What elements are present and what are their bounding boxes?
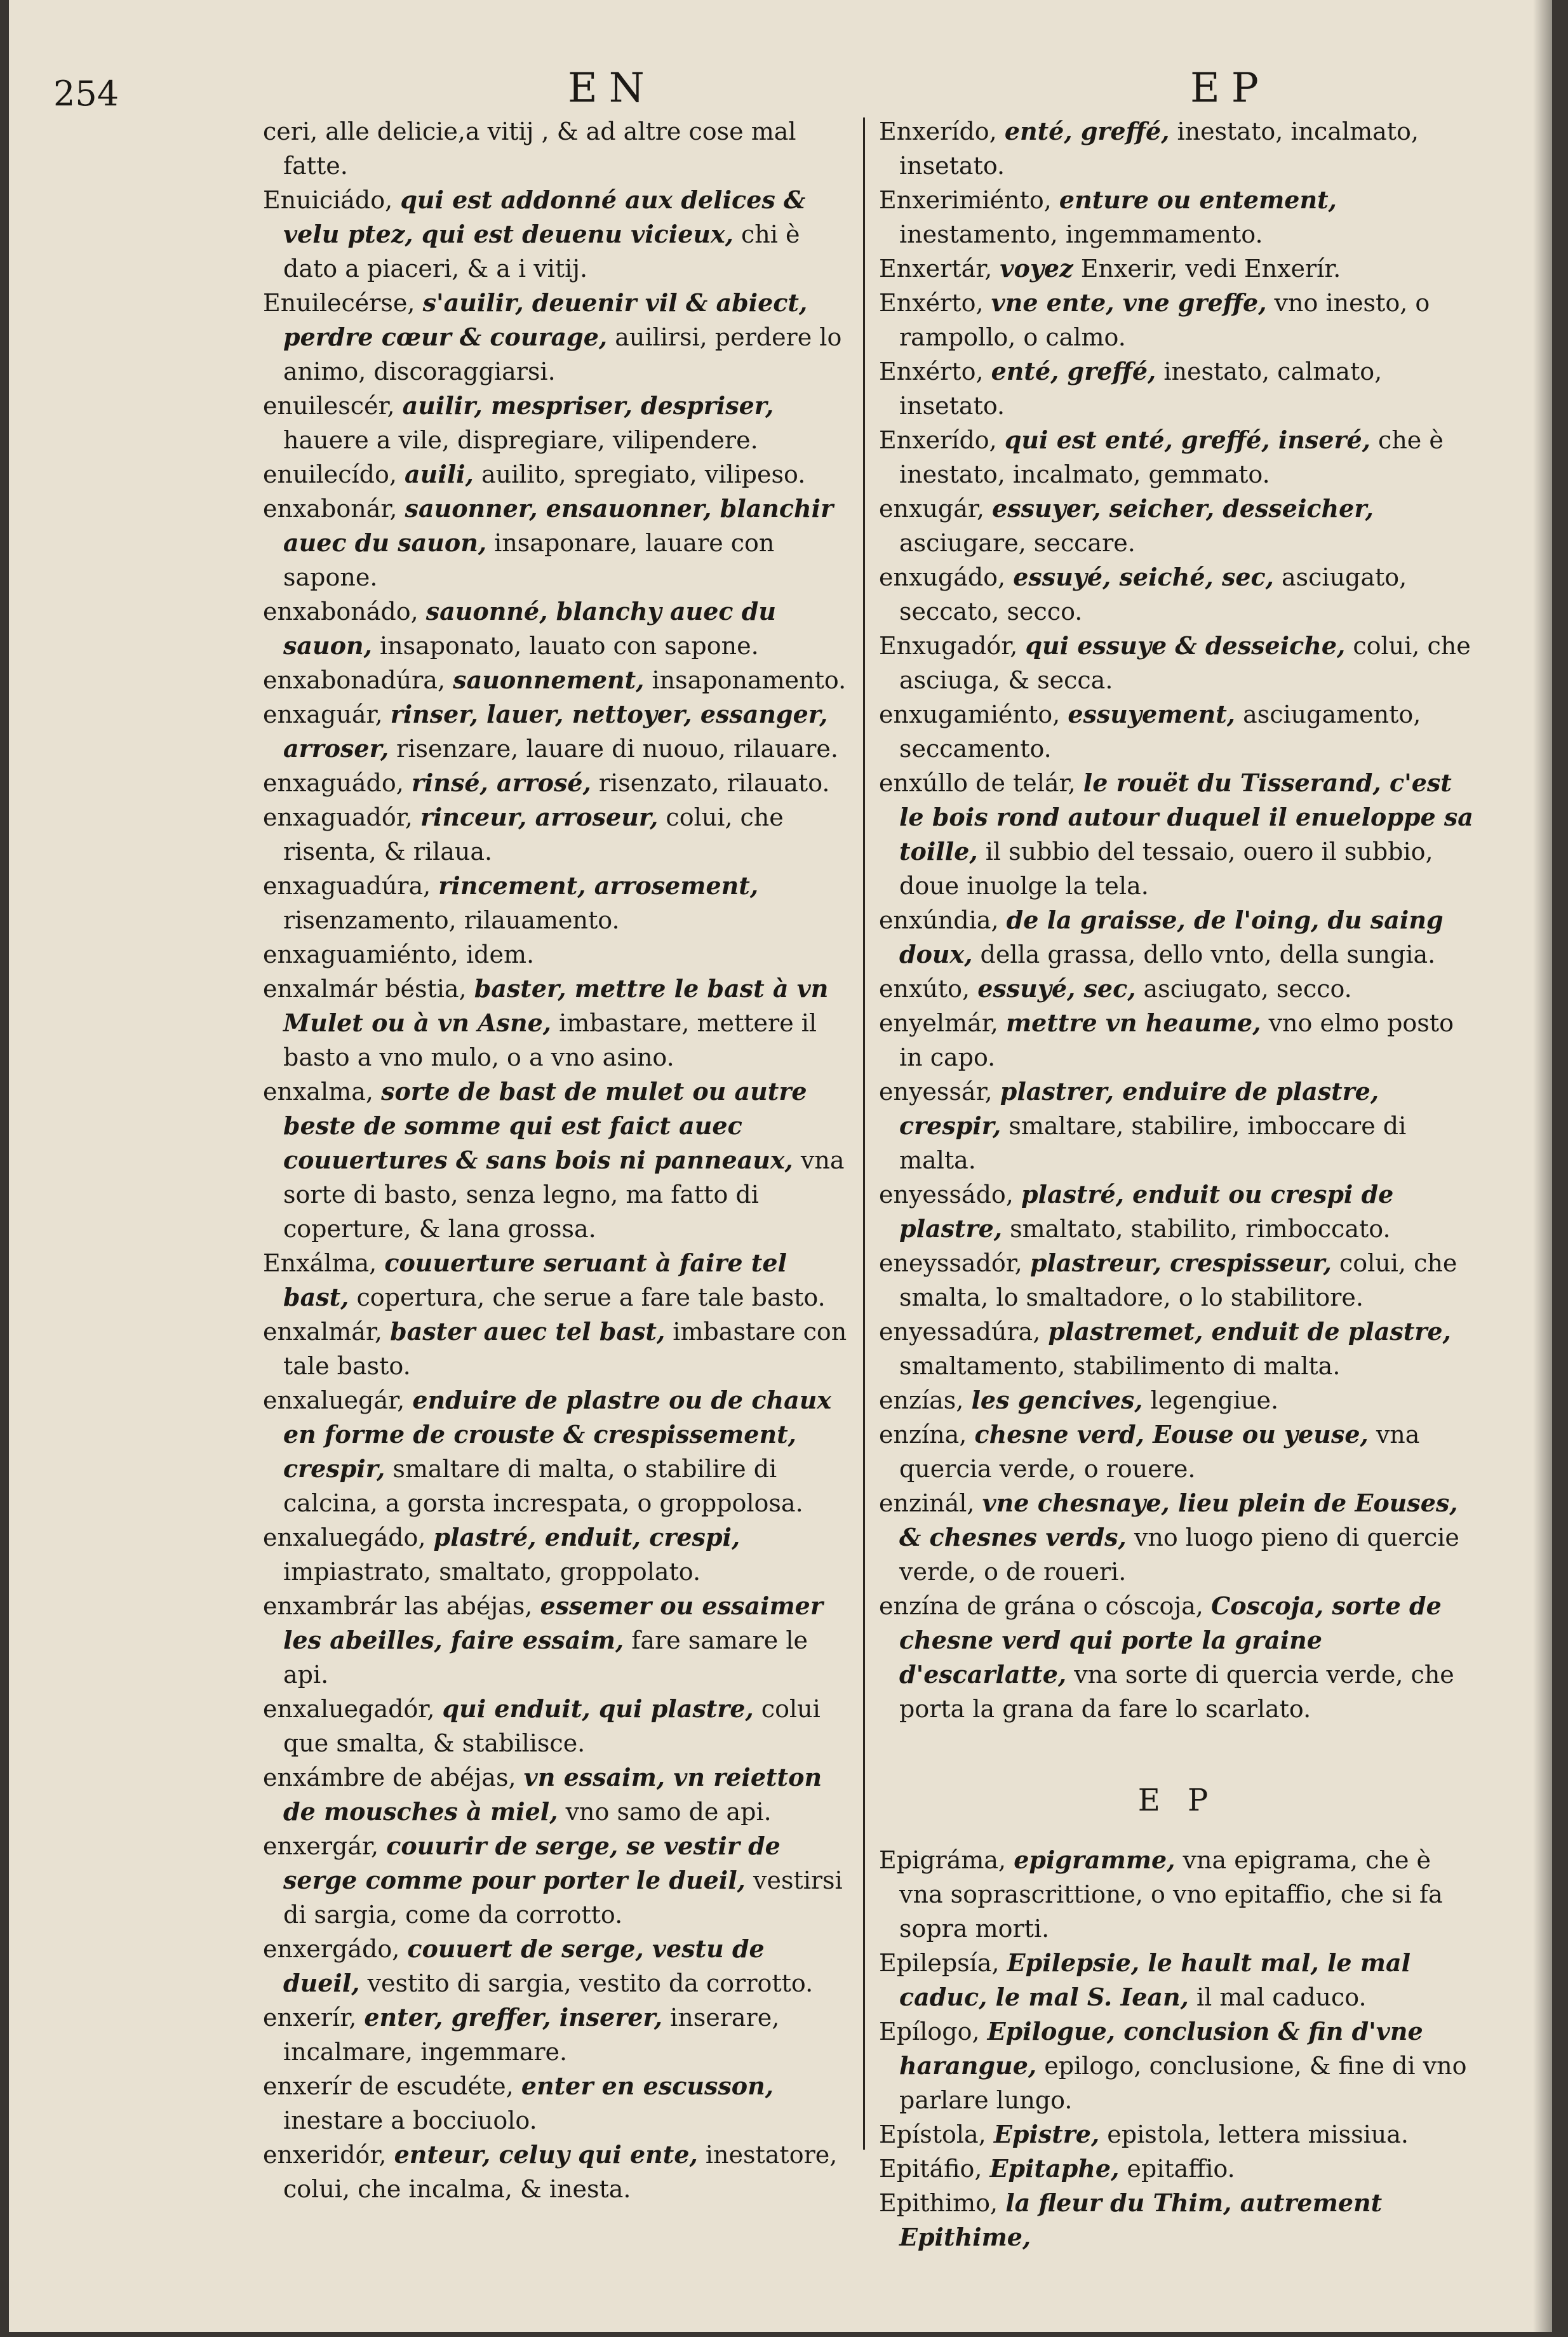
french-gloss: Epilepsie, le hault mal, le mal caduc, le mal S. Iean,	[899, 1948, 1411, 2011]
french-gloss: vn essaim, vn reietton de mousches à miel,	[283, 1763, 822, 1826]
dictionary-entry	[879, 1315, 1476, 1383]
dictionary-entry	[879, 1246, 1476, 1315]
headword: enxabonár,	[263, 495, 398, 523]
dictionary-entry	[879, 766, 1476, 903]
italian-gloss: risenzamento, rilauamento.	[283, 906, 620, 934]
dictionary-entry	[263, 1760, 847, 1829]
french-gloss: enteur, celuy qui ente,	[394, 2140, 698, 2169]
french-gloss: Epistre,	[993, 2120, 1100, 2148]
dictionary-entry	[879, 1589, 1476, 1726]
french-gloss: baster, mettre le bast à vn Mulet ou à vn Asne,	[283, 974, 829, 1037]
french-gloss: epigramme,	[1014, 1845, 1176, 1874]
headword: enxaluegádo,	[263, 1523, 426, 1551]
dictionary-entry	[879, 1417, 1476, 1486]
french-gloss: essuyement,	[1068, 700, 1235, 728]
headword: enxaguár,	[263, 700, 383, 728]
headword: enxúllo de telár,	[879, 769, 1076, 797]
dictionary-entry	[263, 594, 847, 663]
italian-gloss: auilirsi, perdere lo animo, discoraggiarsi.	[283, 323, 842, 385]
french-gloss: plastreur, crespisseur,	[1029, 1249, 1332, 1277]
dictionary-entry	[879, 903, 1476, 972]
right-heading: EP	[1190, 65, 1270, 112]
french-gloss: rinsé, arrosé,	[411, 768, 591, 797]
headword: enxugamiénto,	[879, 700, 1061, 728]
dictionary-entry	[263, 1075, 847, 1246]
headword: enxúto,	[879, 975, 970, 1003]
italian-gloss: il subbio del tessaio, ouero il subbio, doue inuolge la tela.	[899, 838, 1433, 900]
italian-gloss: vna sorte di basto, senza legno, ma fatto di coperture, & lana grossa.	[283, 1146, 845, 1243]
headword: Enxerído,	[879, 426, 997, 454]
headword: enxalmár,	[263, 1318, 382, 1346]
dictionary-entry	[879, 2117, 1476, 2152]
dictionary-entry	[879, 251, 1476, 286]
italian-gloss: che è inestato, incalmato, gemmato.	[899, 426, 1444, 488]
italian-gloss: smaltare di malta, o stabilire di calcina, a gorsta increspata, o groppolosa.	[283, 1455, 803, 1517]
italian-gloss: vno samo de api.	[565, 1798, 772, 1826]
dictionary-entry	[879, 972, 1476, 1006]
italian-gloss: legengiue.	[1150, 1386, 1279, 1414]
headword: enxaguadór,	[263, 803, 413, 831]
right-column	[879, 114, 1476, 2254]
headword: enyessár,	[879, 1078, 993, 1106]
dictionary-entry	[263, 766, 847, 800]
headword: enxeridór,	[263, 2141, 387, 2169]
italian-gloss: imbastare con tale basto.	[283, 1318, 847, 1380]
italian-gloss: vna sorte di quercia verde, che porta la grana da fare lo scarlato.	[899, 1661, 1454, 1723]
headword: enxabonádo,	[263, 598, 419, 626]
italian-gloss: vno luogo pieno di quercie verde, o de roueri.	[899, 1523, 1459, 1586]
headword: Enxérto,	[879, 289, 984, 317]
headword: enxugádo,	[879, 563, 1006, 591]
headword: enxaguadúra,	[263, 872, 431, 900]
italian-gloss: inserare, incalmare, ingemmare.	[283, 2004, 780, 2066]
headword: Enxertár,	[879, 255, 993, 283]
en-entries	[879, 114, 1476, 1726]
headword: enuilecído,	[263, 460, 397, 488]
french-gloss: rinser, lauer, nettoyer, essanger, arroser,	[283, 700, 828, 763]
headword: Epigráma,	[879, 1846, 1007, 1874]
french-gloss: enté, greffé,	[1004, 117, 1170, 145]
headword: enxámbre de abéjas,	[263, 1764, 516, 1791]
dictionary-entry	[879, 423, 1476, 492]
headword: enxaluegadór,	[263, 1695, 435, 1723]
dictionary-entry	[263, 114, 847, 183]
ep-entries	[879, 1843, 1476, 2254]
french-gloss: sauonné, blanchy auec du sauon,	[283, 597, 776, 660]
dictionary-entry	[263, 697, 847, 766]
headword: enxalmár béstia,	[263, 975, 467, 1003]
dictionary-entry	[879, 697, 1476, 766]
dictionary-entry	[879, 560, 1476, 629]
dictionary-entry	[879, 114, 1476, 183]
italian-gloss: inestamento, ingemmamento.	[899, 220, 1263, 248]
dictionary-entry	[879, 629, 1476, 697]
italian-gloss: chi è dato a piaceri, & a i vitij.	[283, 220, 800, 283]
section-title: E P	[1137, 1783, 1217, 1818]
italian-gloss: epilogo, conclusione, & fine di vno parlare lungo.	[899, 2052, 1467, 2114]
italian-gloss: ceri, alle delicie,a vitij , & ad altre cose mal fatte.	[263, 117, 796, 180]
french-gloss: voyez	[1000, 254, 1073, 283]
french-gloss: essemer ou essaimer les abeilles, faire essaim,	[283, 1591, 823, 1654]
headword: enuilescér,	[263, 392, 395, 420]
headword: enxaguádo,	[263, 769, 404, 797]
italian-gloss: insaponare, lauare con sapone.	[283, 529, 775, 591]
dictionary-entry	[263, 492, 847, 594]
dictionary-entry	[263, 1589, 847, 1692]
headword: Enxugadór,	[879, 632, 1018, 660]
dictionary-entry	[879, 183, 1476, 251]
dictionary-entry	[263, 1520, 847, 1589]
dictionary-entry	[879, 1006, 1476, 1075]
headword: Enxérto,	[879, 358, 984, 385]
italian-gloss: inestatore, colui, che incalma, & inesta.	[283, 2141, 838, 2203]
italian-gloss: auilito, spregiato, vilipeso.	[481, 460, 806, 488]
french-gloss: vne ente, vne greffe,	[991, 288, 1267, 317]
french-gloss: essuyé, seiché, sec,	[1013, 563, 1274, 591]
italian-gloss: smaltato, stabilito, rimboccato.	[1010, 1215, 1391, 1243]
italian-gloss: asciugato, seccato, secco.	[899, 563, 1407, 626]
dictionary-entry	[263, 663, 847, 697]
french-gloss: qui est enté, greffé, inseré,	[1004, 425, 1370, 454]
french-gloss: enduire de plastre ou de chaux en forme de crouste & crespissement, crespir,	[283, 1386, 832, 1483]
headword: enxalma,	[263, 1078, 373, 1106]
italian-gloss: asciugato, secco.	[1143, 975, 1352, 1003]
french-gloss: rinceur, arroseur,	[420, 803, 659, 831]
italian-gloss: della grassa, dello vnto, della sungia.	[980, 941, 1436, 968]
running-header	[9, 64, 1552, 114]
italian-gloss: asciugare, seccare.	[899, 529, 1136, 557]
french-gloss: plastrer, enduire de plastre, crespir,	[899, 1077, 1379, 1140]
dictionary-entry	[263, 1383, 847, 1520]
headword: enzína de grána o cóscoja,	[879, 1592, 1203, 1620]
headword: enxugár,	[879, 495, 984, 523]
italian-gloss: vno elmo posto in capo.	[899, 1009, 1454, 1071]
dictionary-entry	[263, 972, 847, 1075]
french-gloss: plastré, enduit ou crespi de plastre,	[899, 1180, 1394, 1243]
headword: enxabonadúra,	[263, 666, 446, 694]
page-number: 254	[53, 74, 119, 114]
italian-gloss: risenzato, rilauato.	[598, 769, 830, 797]
dictionary-entry	[263, 183, 847, 286]
headword: Epilepsía,	[879, 1949, 1000, 1977]
headword: enzinál,	[879, 1489, 975, 1517]
italian-gloss: insaponamento.	[652, 666, 847, 694]
french-gloss: auili,	[405, 460, 474, 488]
french-gloss: essuyé, sec,	[977, 974, 1136, 1003]
french-gloss: enter, greffer, inserer,	[364, 2003, 663, 2032]
french-gloss: sorte de bast de mulet ou autre beste de somme qui est faict auec couuertures & sans bois ni panneaux,	[283, 1077, 807, 1174]
french-gloss: rincement, arrosement,	[438, 871, 759, 900]
french-gloss: auilir, mespriser, despriser,	[402, 391, 774, 420]
italian-gloss: risenzare, lauare di nuouo, rilauare.	[396, 735, 838, 763]
italian-gloss: smaltare, stabilire, imboccare di malta.	[899, 1112, 1407, 1174]
french-gloss: qui essuye & desseiche,	[1025, 631, 1346, 660]
column-divider	[863, 117, 865, 2150]
italian-gloss: colui, che risenta, & rilaua.	[283, 803, 784, 866]
left-heading: EN	[568, 65, 656, 112]
french-gloss: couuerture seruant à faire tel bast,	[283, 1249, 787, 1311]
italian-gloss: colui que smalta, & stabilisce.	[283, 1695, 821, 1757]
dictionary-entry	[879, 2186, 1476, 2254]
headword: enxergár,	[263, 1832, 379, 1860]
headword: enxaluegár,	[263, 1386, 405, 1414]
french-gloss: sauonnement,	[453, 666, 645, 694]
french-gloss: s'auilir, deuenir vil & abiect, perdre cœur & courage,	[283, 288, 808, 351]
dictionary-entry	[263, 1692, 847, 1760]
french-gloss: couuert de serge, vestu de dueil,	[283, 1934, 765, 1997]
italian-gloss: vno inesto, o rampollo, o calmo.	[899, 289, 1430, 351]
italian-gloss: colui, che asciuga, & secca.	[899, 632, 1471, 694]
italian-gloss: inestare a bocciuolo.	[283, 2106, 537, 2134]
french-gloss: chesne verd, Eouse ou yeuse,	[974, 1420, 1369, 1449]
headword: enyelmár,	[879, 1009, 998, 1037]
italian-gloss: vestirsi di sargia, come da corrotto.	[283, 1866, 843, 1929]
dictionary-entry	[263, 1932, 847, 2000]
french-gloss: essuyer, seicher, desseicher,	[992, 494, 1374, 523]
french-gloss: Epilogue, conclusion & fin d'vne harangue,	[899, 2017, 1423, 2080]
italian-gloss: impiastrato, smaltato, groppolato.	[283, 1558, 701, 1586]
dictionary-entry	[879, 1843, 1476, 1946]
dictionary-entry	[263, 1315, 847, 1383]
french-gloss: de la graisse, de l'oing, du saing doux,	[899, 906, 1444, 968]
headword: Enxálma,	[263, 1249, 377, 1277]
italian-gloss: copertura, che serue a fare tale basto.	[356, 1283, 826, 1311]
headword: Enuilecérse,	[263, 289, 415, 317]
headword: eneyssadór,	[879, 1249, 1022, 1277]
dictionary-entry	[879, 354, 1476, 423]
headword: Enuiciádo,	[263, 186, 393, 214]
italian-gloss: vna quercia verde, o rouere.	[899, 1421, 1420, 1483]
headword: Epitáfio,	[879, 2155, 982, 2183]
italian-gloss: hauere a vile, dispregiare, vilipendere.	[283, 426, 758, 454]
french-gloss: la fleur du Thim, autrement Epithime,	[899, 2188, 1383, 2251]
dictionary-entry	[879, 2014, 1476, 2117]
headword: Enxerimiénto,	[879, 186, 1052, 214]
dictionary-entry	[263, 389, 847, 457]
french-gloss: enture ou entement,	[1059, 185, 1337, 214]
italian-gloss: idem.	[466, 941, 535, 968]
headword: enyessadúra,	[879, 1318, 1041, 1346]
dictionary-entry	[879, 492, 1476, 560]
dictionary-entry	[879, 1075, 1476, 1177]
headword: enxerír de escudéte,	[263, 2072, 514, 2100]
italian-gloss: epitaffio.	[1127, 2155, 1235, 2183]
headword: Epithimo,	[879, 2189, 998, 2217]
headword: enxergádo,	[263, 1935, 400, 1963]
dictionary-entry	[879, 1486, 1476, 1589]
dictionary-entry	[263, 869, 847, 937]
dictionary-entry	[263, 800, 847, 869]
headword: enxerír,	[263, 2004, 357, 2032]
headword: Enxerído,	[879, 117, 997, 145]
italian-gloss: fare samare le api.	[283, 1626, 808, 1689]
italian-gloss: asciugamento, seccamento.	[899, 700, 1421, 763]
headword: Epístola,	[879, 2120, 986, 2148]
french-gloss: enter en escusson,	[521, 2072, 774, 2100]
dictionary-entry	[263, 2138, 847, 2206]
headword: enxúndia,	[879, 906, 999, 934]
italian-gloss: colui, che smalta, lo smaltadore, o lo stabilitore.	[899, 1249, 1457, 1311]
italian-gloss: vna epigrama, che è vna soprascrittione, o vno epitaffio, che si fa sopra morti.	[899, 1846, 1443, 1943]
headword: enxambrár las abéjas,	[263, 1592, 533, 1620]
french-gloss: vne chesnaye, lieu plein de Eouses, & chesnes verds,	[899, 1489, 1458, 1551]
dictionary-entry	[879, 2152, 1476, 2186]
french-gloss: plastré, enduit, crespi,	[433, 1523, 740, 1551]
french-gloss: enté, greffé,	[991, 357, 1156, 385]
italian-gloss: il mal caduco.	[1196, 1983, 1367, 2011]
italian-gloss: epistola, lettera missiua.	[1107, 2120, 1409, 2148]
dictionary-entry	[263, 1246, 847, 1315]
french-gloss: mettre vn heaume,	[1005, 1008, 1261, 1037]
dictionary-entry	[263, 2000, 847, 2069]
italian-gloss: imbastare, mettere il basto a vno mulo, o a vno asino.	[283, 1009, 817, 1071]
dictionary-page	[9, 0, 1552, 2332]
headword: enyessádo,	[879, 1181, 1014, 1209]
dictionary-entry	[263, 937, 847, 972]
dictionary-entry	[879, 1946, 1476, 2014]
dictionary-entry	[879, 1177, 1476, 1246]
left-column	[263, 114, 847, 2206]
italian-gloss: inestato, calmato, insetato.	[899, 358, 1383, 420]
french-gloss: qui est addonné aux delices & velu ptez, qui est deuenu vicieux,	[283, 185, 806, 248]
dictionary-entry	[263, 2069, 847, 2138]
french-gloss: sauonner, ensauonner, blanchir auec du sauon,	[283, 494, 834, 557]
headword: enzías,	[879, 1386, 964, 1414]
french-gloss: plastremet, enduit de plastre,	[1048, 1317, 1451, 1346]
dictionary-entry	[263, 1829, 847, 1932]
french-gloss: baster auec tel bast,	[390, 1317, 666, 1346]
headword: enxaguamiénto,	[263, 941, 459, 968]
french-gloss: Coscoja, sorte de chesne verd qui porte la graine d'escarlatte,	[899, 1591, 1442, 1689]
french-gloss: qui enduit, qui plastre,	[442, 1694, 754, 1723]
french-gloss: couurir de serge, se vestir de serge comme pour porter le dueil,	[283, 1831, 781, 1894]
french-gloss: les gencives,	[971, 1386, 1143, 1414]
dictionary-entry	[879, 286, 1476, 354]
dictionary-entry	[879, 1383, 1476, 1417]
headword: enzína,	[879, 1421, 967, 1449]
italian-gloss: insaponato, lauato con sapone.	[379, 632, 759, 660]
headword: Epílogo,	[879, 2018, 980, 2046]
italian-gloss: vestito di sargia, vestito da corrotto.	[367, 1969, 814, 1997]
french-gloss: Epitaphe,	[989, 2154, 1120, 2183]
dictionary-entry	[263, 286, 847, 389]
french-gloss: le rouët du Tisserand, c'est le bois rond autour duquel il enueloppe sa toille,	[899, 768, 1473, 866]
italian-gloss: smaltamento, stabilimento di malta.	[899, 1352, 1341, 1380]
dictionary-entry	[263, 457, 847, 492]
italian-gloss: inestato, incalmato, insetato.	[899, 117, 1419, 180]
italian-gloss: Enxerir, vedi Enxerír.	[1080, 255, 1341, 283]
